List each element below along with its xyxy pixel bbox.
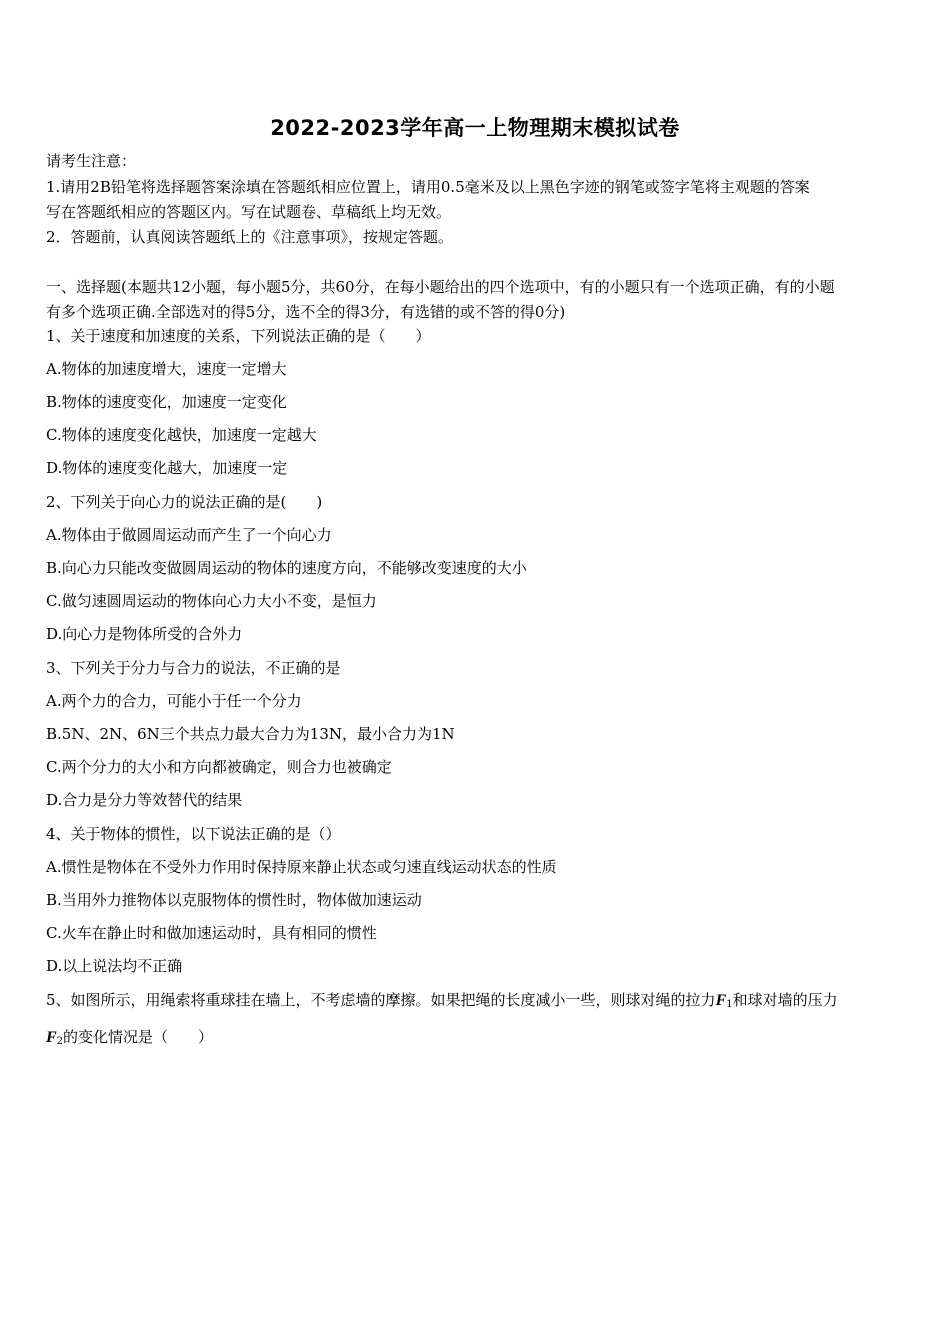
section-heading-line-2: 有多个选项正确.全部选对的得5分，选不全的得3分，有选错的或不答的得0分) <box>46 303 566 321</box>
force-f2-subscript: 2 <box>56 1036 64 1047</box>
question-4-option-c: C.火车在静止时和做加速运动时，具有相同的惯性 <box>46 924 377 942</box>
section-heading-line-1: 一、选择题(本题共12小题，每小题5分，共60分，在每小题给出的四个选项中，有的小题只有一个选项正确，有的小题 <box>46 278 835 296</box>
question-5-text-1: 5、如图所示，用绳索将重球挂在墙上，不考虑墙的摩擦。如果把绳的长度减小一些，则球对绳的拉力 <box>46 991 716 1009</box>
question-3-stem: 3、下列关于分力与合力的说法，不正确的是 <box>46 659 341 677</box>
question-4-stem: 4、关于物体的惯性，以下说法正确的是（） <box>46 825 341 843</box>
question-5-stem-line-2 <box>46 1027 213 1052</box>
notice-item-2: 2．答题前，认真阅读答题纸上的《注意事项》，按规定答题。 <box>46 228 454 246</box>
question-1-option-a: A.物体的加速度增大，速度一定增大 <box>46 360 287 378</box>
question-3-option-d: D.合力是分力等效替代的结果 <box>46 791 243 809</box>
notice-item-1-line-1: 1.请用2B铅笔将选择题答案涂填在答题纸相应位置上，请用0.5毫米及以上黑色字迹的钢笔或签字笔将主观题的答案 <box>46 178 810 196</box>
question-2-option-a: A.物体由于做圆周运动而产生了一个向心力 <box>46 526 332 544</box>
question-3-option-a: A.两个力的合力，可能小于任一个分力 <box>46 692 302 710</box>
force-f2-symbol: F <box>46 1029 57 1046</box>
question-4-option-a: A.惯性是物体在不受外力作用时保持原来静止状态或匀速直线运动状态的性质 <box>46 858 557 876</box>
question-2-option-d: D.向心力是物体所受的合外力 <box>46 625 243 643</box>
question-5-stem-line-1 <box>46 990 838 1015</box>
question-3-option-b: B.5N、2N、6N三个共点力最大合力为13N，最小合力为1N <box>46 725 455 743</box>
question-3-option-c: C.两个分力的大小和方向都被确定，则合力也被确定 <box>46 758 392 776</box>
force-f1-symbol: F <box>715 992 727 1009</box>
question-2-option-c: C.做匀速圆周运动的物体向心力大小不变，是恒力 <box>46 592 377 610</box>
question-1-option-d: D.物体的速度变化越大，加速度一定 <box>46 459 288 477</box>
force-f1-subscript: 1 <box>726 999 733 1010</box>
question-5-text-2: 和球对墙的压力 <box>732 991 838 1009</box>
question-5-text-3: 的变化情况是（ ） <box>63 1028 214 1046</box>
notice-heading: 请考生注意： <box>46 152 137 170</box>
notice-item-1-line-2: 写在答题纸相应的答题区内。写在试题卷、草稿纸上均无效。 <box>46 203 452 221</box>
question-4-option-d: D.以上说法均不正确 <box>46 957 183 975</box>
question-1-option-b: B.物体的速度变化，加速度一定变化 <box>46 393 287 411</box>
question-4-option-b: B.当用外力推物体以克服物体的惯性时，物体做加速运动 <box>46 891 422 909</box>
page-title: 2022-2023学年高一上物理期末模拟试卷 <box>270 116 680 140</box>
question-1-stem: 1、关于速度和加速度的关系，下列说法正确的是（ ） <box>46 327 431 345</box>
question-2-option-b: B.向心力只能改变做圆周运动的物体的速度方向，不能够改变速度的大小 <box>46 559 527 577</box>
question-2-stem: 2、下列关于向心力的说法正确的是( ) <box>46 493 323 511</box>
question-1-option-c: C.物体的速度变化越快，加速度一定越大 <box>46 426 317 444</box>
